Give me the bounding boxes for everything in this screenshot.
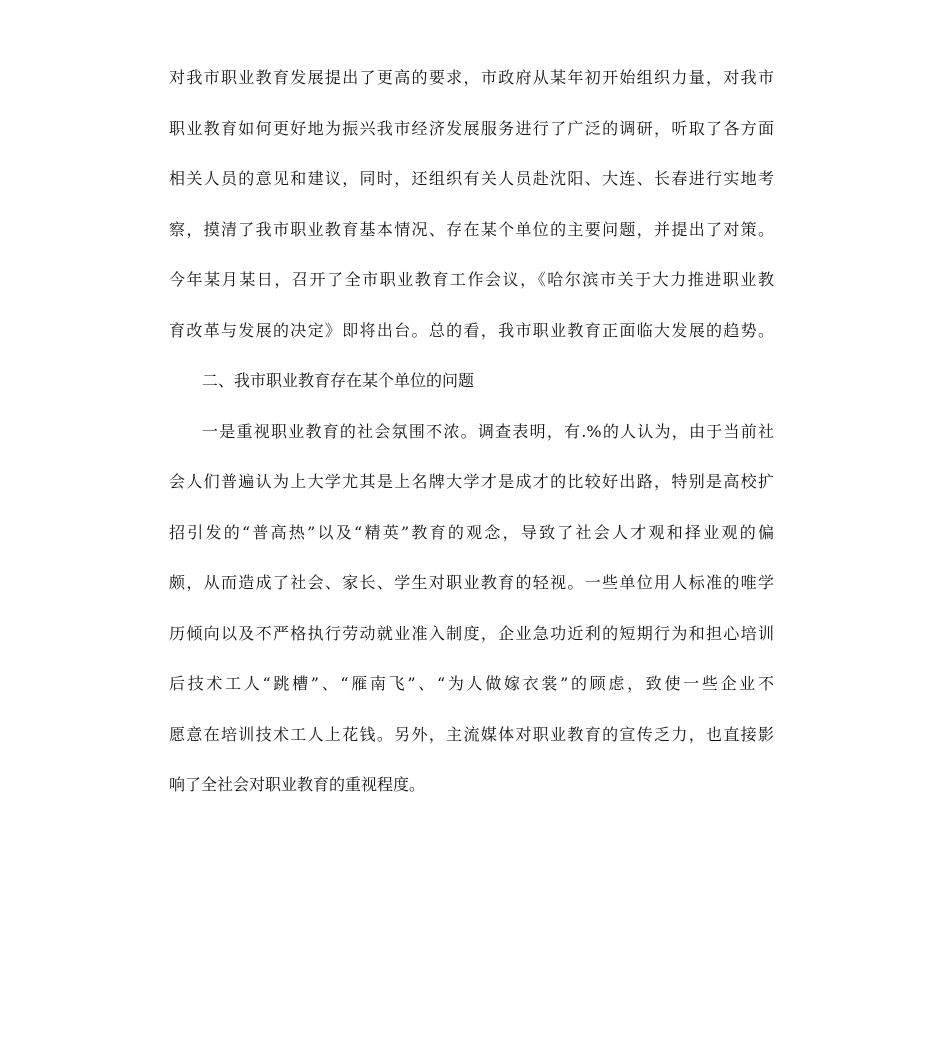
text-line: 颇，从而造成了社会、家长、学生对职业教育的轻视。一些单位用人标准的唯学 [169, 573, 774, 592]
text-line: 察，摸清了我市职业教育基本情况、存在某个单位的主要问题，并提出了对策。 [169, 219, 774, 239]
document-body [169, 60, 774, 818]
text-line: 后技术工人“跳槽”、“雁南飞”、“为人做嫁衣裳”的顾虑，致使一些企业不 [169, 674, 774, 693]
text-line: 响了全社会对职业教育的重视程度。 [169, 775, 426, 794]
text-line: 育改革与发展的决定》即将出台。总的看，我市职业教育正面临大发展的趋势。 [169, 320, 774, 340]
text-line: 职业教育如何更好地为振兴我市经济发展服务进行了广泛的调研，听取了各方面 [169, 118, 774, 138]
text-line: 愿意在培训技术工人上花钱。另外，主流媒体对职业教育的宣传乏力，也直接影 [169, 724, 774, 744]
text-line: 一是重视职业教育的社会氛围不浓。调查表明，有.%的人认为，由于当前社 [202, 421, 774, 441]
text-line: 会人们普遍认为上大学尤其是上名牌大学才是成才的比较好出路，特别是高校扩 [169, 472, 774, 491]
text-line: 招引发的“普高热”以及“精英”教育的观念，导致了社会人才观和择业观的偏 [169, 522, 774, 542]
text-line: 历倾向以及不严格执行劳动就业准入制度，企业急功近利的短期行为和担心培训 [169, 623, 774, 643]
text-line: 今年某月某日，召开了全市职业教育工作会议，《哈尔滨市关于大力推进职业教 [169, 270, 774, 289]
text-line: 相关人员的意见和建议，同时，还组织有关人员赴沈阳、大连、长春进行实地考 [169, 169, 774, 188]
text-line: 对我市职业教育发展提出了更高的要求，市政府从某年初开始组织力量，对我市 [169, 68, 774, 87]
section-heading: 二、我市职业教育存在某个单位的问题 [202, 371, 475, 390]
